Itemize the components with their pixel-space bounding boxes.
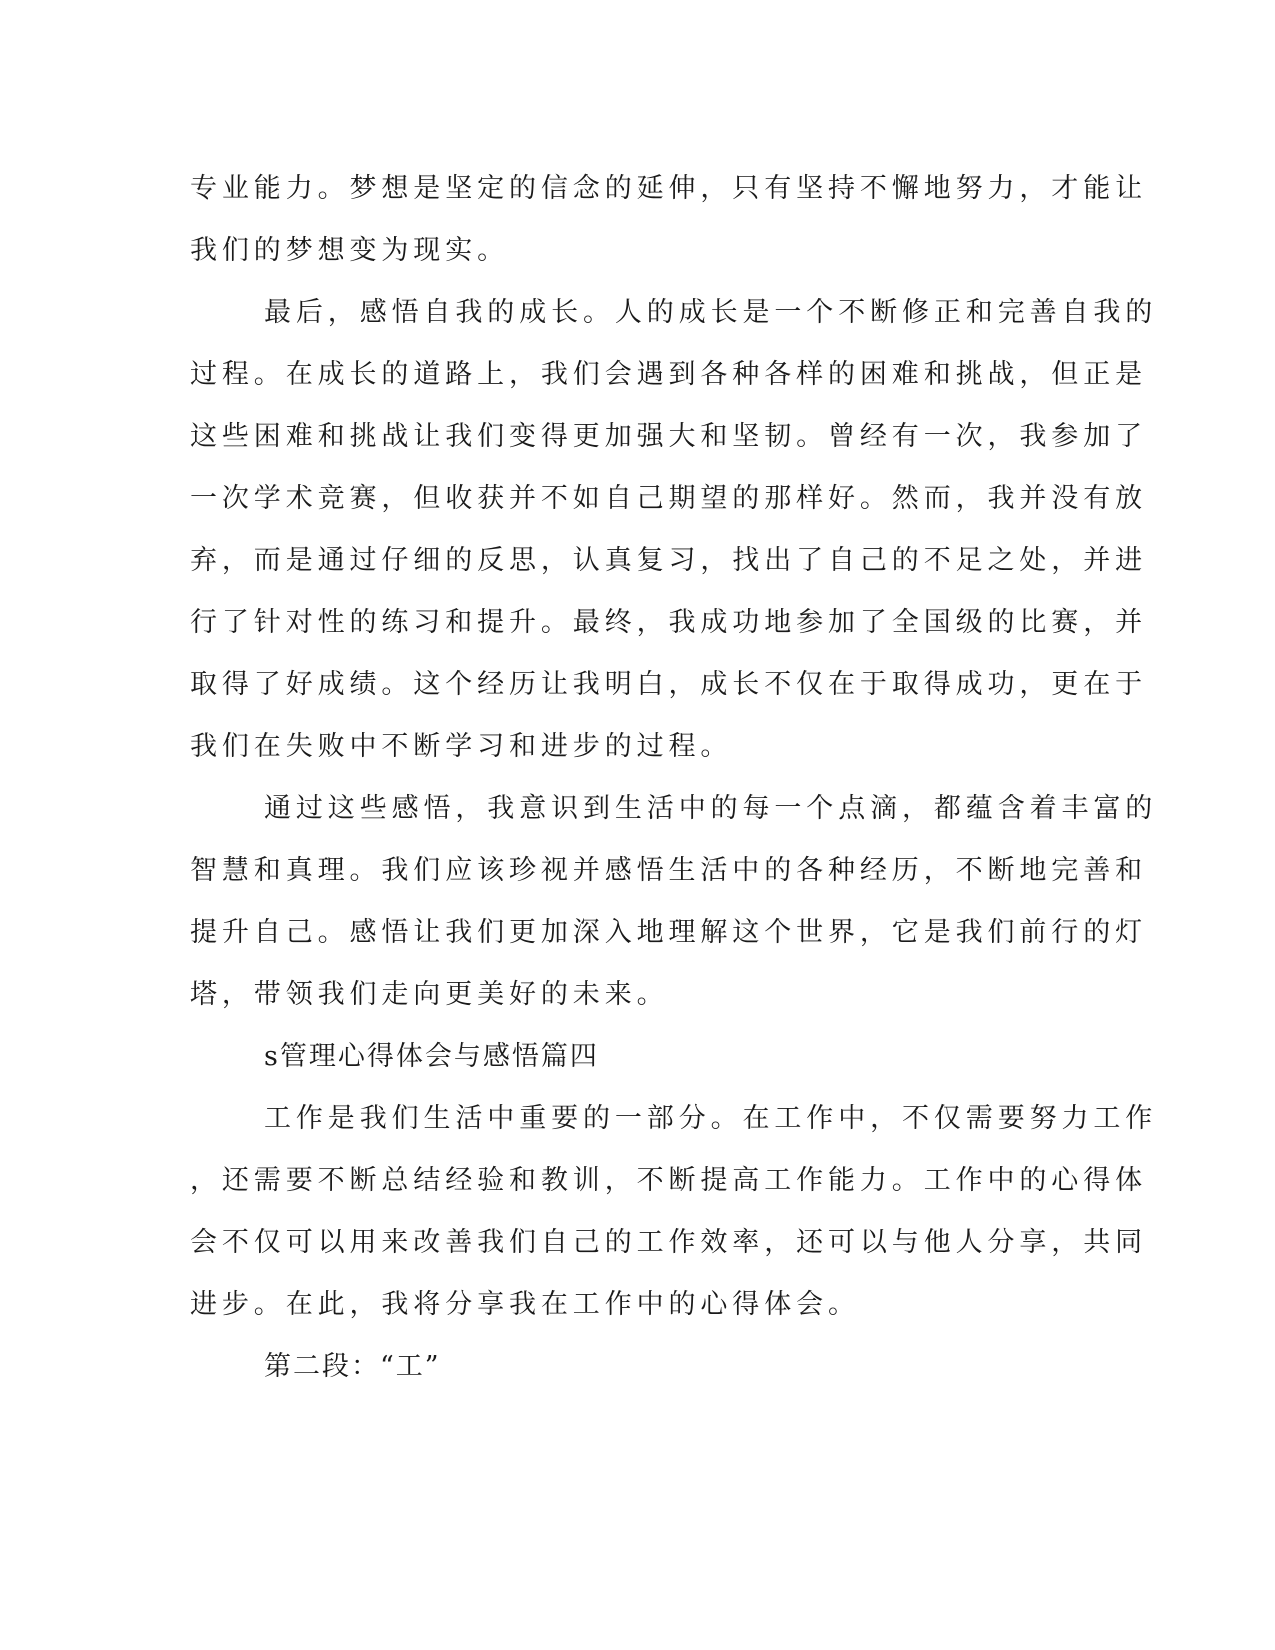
text-line: 一次学术竞赛，但收获并不如自己期望的那样好。然而，我并没有放 [190,483,1147,514]
text-line: 提升自己。感悟让我们更加深入地理解这个世界，它是我们前行的灯 [190,917,1147,948]
document-body [190,158,1158,1398]
text-line: 过程。在成长的道路上，我们会遇到各种各样的困难和挑战，但正是 [190,359,1147,390]
text-line: 会不仅可以用来改善我们自己的工作效率，还可以与他人分享，共同 [190,1227,1147,1258]
section-heading: s管理心得体会与感悟篇四 [264,1041,599,1072]
text-line: 我们在失败中不断学习和进步的过程。 [190,731,733,762]
sub-heading: 第二段：“工” [264,1351,441,1382]
text-line: 这些困难和挑战让我们变得更加强大和坚韧。曾经有一次，我参加了 [190,421,1147,452]
text-line: 行了针对性的练习和提升。最终，我成功地参加了全国级的比赛，并 [190,607,1147,638]
text-line: 弃，而是通过仔细的反思，认真复习，找出了自己的不足之处，并进 [190,545,1147,576]
paragraph-start-line: 最后，感悟自我的成长。人的成长是一个不断修正和完善自我的 [264,297,1158,328]
text-line: ，还需要不断总结经验和教训，不断提高工作能力。工作中的心得体 [190,1165,1147,1196]
paragraph-start-line: 通过这些感悟，我意识到生活中的每一个点滴，都蕴含着丰富的 [264,793,1158,824]
text-line: 智慧和真理。我们应该珍视并感悟生活中的各种经历，不断地完善和 [190,855,1147,886]
text-line: 专业能力。梦想是坚定的信念的延伸，只有坚持不懈地努力，才能让 [190,173,1147,204]
text-line: 取得了好成绩。这个经历让我明白，成长不仅在于取得成功，更在于 [190,669,1147,700]
paragraph-start-line: 工作是我们生活中重要的一部分。在工作中，不仅需要努力工作 [264,1103,1158,1134]
text-line: 塔，带领我们走向更美好的未来。 [190,979,669,1010]
text-line: 我们的梦想变为现实。 [190,235,509,266]
text-line: 进步。在此，我将分享我在工作中的心得体会。 [190,1289,860,1320]
